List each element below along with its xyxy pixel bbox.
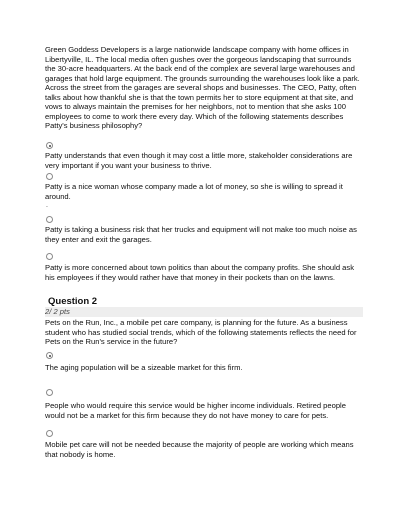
q2-option-1-text: The aging population will be a sizeable market for this firm. <box>45 363 243 372</box>
q1-option-2-radio[interactable] <box>46 173 53 180</box>
q2-option-3-text: Mobile pet care will not be needed because the majority of people are working which means that nobody is home. <box>45 440 354 459</box>
q1-option-1-radio[interactable] <box>46 142 53 149</box>
question-1-stem: Green Goddess Developers is a large nationwide landscape company with home offices in Libertyville, IL. The local media often gushes over the gorgeous landscaping that surrounds the 30-acre headquarters. At the back end of the complex are several large warehouses and garages that hold large equipment. The grounds surrounding the warehouses look like a park. Across the street from the garages are several shops and businesses. The CEO, Patty, often talks about how thankful she is that the town permits her to store equipment at that site, and vows to always maintain the premises for her neighbors, not to mention that she asks 100 employees to come to work there every day. Which of the following statements describes Patty's business philosophy? <box>45 45 360 130</box>
question-2-points: 2/ 2 pts <box>45 307 363 317</box>
q1-option-3-text: Patty is taking a business risk that her trucks and equipment will not make too much noise as they enter and exit the garages. <box>45 225 357 244</box>
q1-option-3-radio[interactable] <box>46 216 53 223</box>
question-2-title: Question 2 <box>48 296 98 307</box>
q2-option-3-radio[interactable] <box>46 430 53 437</box>
q1-option-2-text: Patty is a nice woman whose company made a lot of money, so she is willing to spread it around. <box>45 182 343 201</box>
q2-option-1-radio[interactable] <box>46 352 53 359</box>
q2-option-2-radio[interactable] <box>46 389 53 396</box>
stray-mark: . <box>46 202 48 209</box>
q1-option-4-radio[interactable] <box>46 253 53 260</box>
question-2-stem: Pets on the Run, Inc., a mobile pet care company, is planning for the future. As a business student who has studied social trends, which of the following statements reflects the need for Pets on the Run's service in the future? <box>45 318 357 346</box>
q1-option-1-text: Patty understands that even though it may cost a little more, stakeholder considerations are very important if you want your business to thrive. <box>45 151 353 170</box>
q1-option-4-text: Patty is more concerned about town politics than about the company profits. She should ask his employees if they would rather have that money in their pockets than on the lawns. <box>45 263 354 282</box>
q2-option-2-text: People who would require this service would be higher income individuals. Retired people would not be a market for this firm because they do not have money to care for pets. <box>45 401 346 420</box>
